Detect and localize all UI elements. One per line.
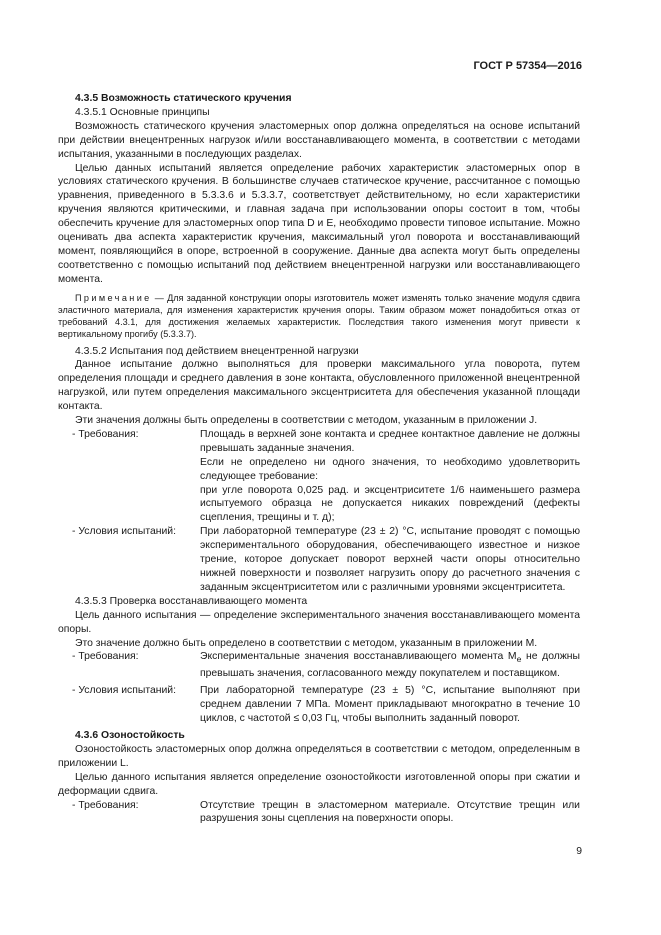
- standard-header: ГОСТ Р 57354—2016: [473, 60, 582, 72]
- paragraph: Целью данных испытаний является определение рабочих характеристик эластомерных опор в условиях статического кручения. В большинстве случаев статическое кручение, рассчитанное с помощью уравнения, приведенного в 5.3.3.6 и 5.3.3.7, соответствует действительному, но если характеристики кручения являются критическими, и главная задача при использовании опоры состоит в том, чтобы обеспечить кручение для эластомерных опор типа D и E, необходимо провести типовое испытание. Можно оценивать два аспекта характеристик кручения, максимальный угол поворота и восстанавливающий момент, появляющийся в опоре, встроенной в сооружение. Данные два аспекта могут быть определены соответственно с помощью испытаний под действием внецентренной нагрузки или восстанавливающего момента.: [58, 162, 580, 285]
- test-conditions-label: - Условия испытаний:: [72, 685, 176, 697]
- paragraph: Цель данного испытания — определение экспериментального значения восстанавливающего момента опоры.: [58, 609, 580, 635]
- test-conditions-row: [58, 684, 580, 726]
- requirement-text-a: Экспериментальные значения восстанавливающего момента M: [200, 651, 517, 663]
- requirements-text: [200, 428, 580, 525]
- requirement-item: [200, 650, 580, 681]
- paragraph: Это значение должно быть определено в соответствии с методом, указанным в приложении М.: [75, 637, 538, 649]
- test-conditions-text: [200, 684, 580, 726]
- requirement-item: при угле поворота 0,025 рад. и эксцентриситете 1/6 наименьшего размера испытуемого образца не допускается никаких повреждений (дефекты сцепления, трещины и т. д);: [200, 484, 580, 524]
- page-content: [58, 92, 580, 826]
- test-conditions-row: [58, 525, 580, 595]
- paragraph: Эти значения должны быть определены в соответствии с методом, указанным в приложении J.: [75, 415, 538, 427]
- paragraph: Возможность статического кручения эластомерных опор должна определяться на основе испытаний при действии внецентренных нагрузок и/или восстанавливающего момента, в соответствии с методами испытания, указанными в последующих разделах.: [58, 120, 580, 160]
- section-4-3-5-2-heading: 4.3.5.2 Испытания под действием внецентренной нагрузки: [75, 345, 359, 357]
- requirements-label: - Требования:: [72, 428, 139, 440]
- requirements-text: [200, 650, 580, 681]
- requirements-row: [58, 428, 580, 525]
- requirements-row: [58, 650, 580, 681]
- paragraph: Озоностойкость эластомерных опор должна определяться в соответствии с методом, определенным в приложении L.: [58, 743, 580, 769]
- note-label: Примечание: [75, 292, 152, 303]
- requirement-text-b: не должны превышать значения, согласованного между покупателем и поставщиком.: [200, 651, 581, 680]
- test-conditions-text: [200, 525, 580, 595]
- note: [58, 292, 580, 341]
- page-number: 9: [576, 846, 582, 857]
- test-conditions-label: - Условия испытаний:: [72, 526, 176, 538]
- section-4-3-5-1-heading: 4.3.5.1 Основные принципы: [75, 106, 210, 118]
- section-4-3-5-heading: 4.3.5 Возможность статического кручения: [75, 93, 292, 104]
- paragraph: Целью данного испытания является определение озоностойкости изготовленной опоры при сжатии и деформации сдвига.: [58, 771, 580, 797]
- requirements-label: - Требования:: [72, 651, 139, 663]
- requirement-item: Отсутствие трещин в эластомерном материале. Отсутствие трещин или разрушения зоны сцепления на поверхности опоры.: [200, 799, 580, 825]
- moment-subscript: e: [516, 654, 522, 665]
- requirements-row: [58, 799, 580, 827]
- requirement-item: Если не определено ни одного значения, то необходимо удовлетворить следующее требование:: [200, 456, 580, 482]
- requirement-item: Площадь в верхней зоне контакта и среднее контактное давление не должны превышать заданные значения.: [200, 428, 580, 454]
- section-4-3-6-heading: 4.3.6 Озоностойкость: [75, 730, 185, 742]
- paragraph: Данное испытание должно выполняться для проверки максимального угла поворота, путем определения площади и среднего давления в зоне контакта, обусловленного приложенной внецентренной нагрузкой, или путем определения максимального эксцентриситета для обеспечения указанной площади контакта.: [58, 359, 580, 413]
- requirements-label: - Требования:: [72, 799, 139, 811]
- condition-item: При лабораторной температуре (23 ± 2) °С, испытание проводят с помощью экспериментального оборудования, обеспечивающего известное и низкое трение, которое допускает поворот верхней части опоры относительно нижней поверхности и позволяет нагрузить опору до расчетного значения с заданным эксцентриситетом или с различными уровнями эксцентриситета.: [200, 526, 580, 593]
- section-4-3-5-3-heading: 4.3.5.3 Проверка восстанавливающего момента: [75, 595, 308, 607]
- requirements-text: [200, 799, 580, 827]
- note-text: — Для заданной конструкции опоры изготовитель может изменять только значение модуля сдвига эластичного материала, для изменения характеристик кручения опоры. Таким образом может понадобиться отказ от требований 4.3.1, для достижения желаемых характеристик. Последствия такого изменения могут привести к вертикальному прогибу (5.3.3.7).: [58, 292, 580, 340]
- condition-item: При лабораторной температуре (23 ± 5) °С, испытание выполняют при среднем давлении 7 МПа. Момент прикладывают многократно в течение 10 циклов, с частотой ≤ 0,03 Гц, чтобы выполнить заданный поворот.: [200, 685, 580, 725]
